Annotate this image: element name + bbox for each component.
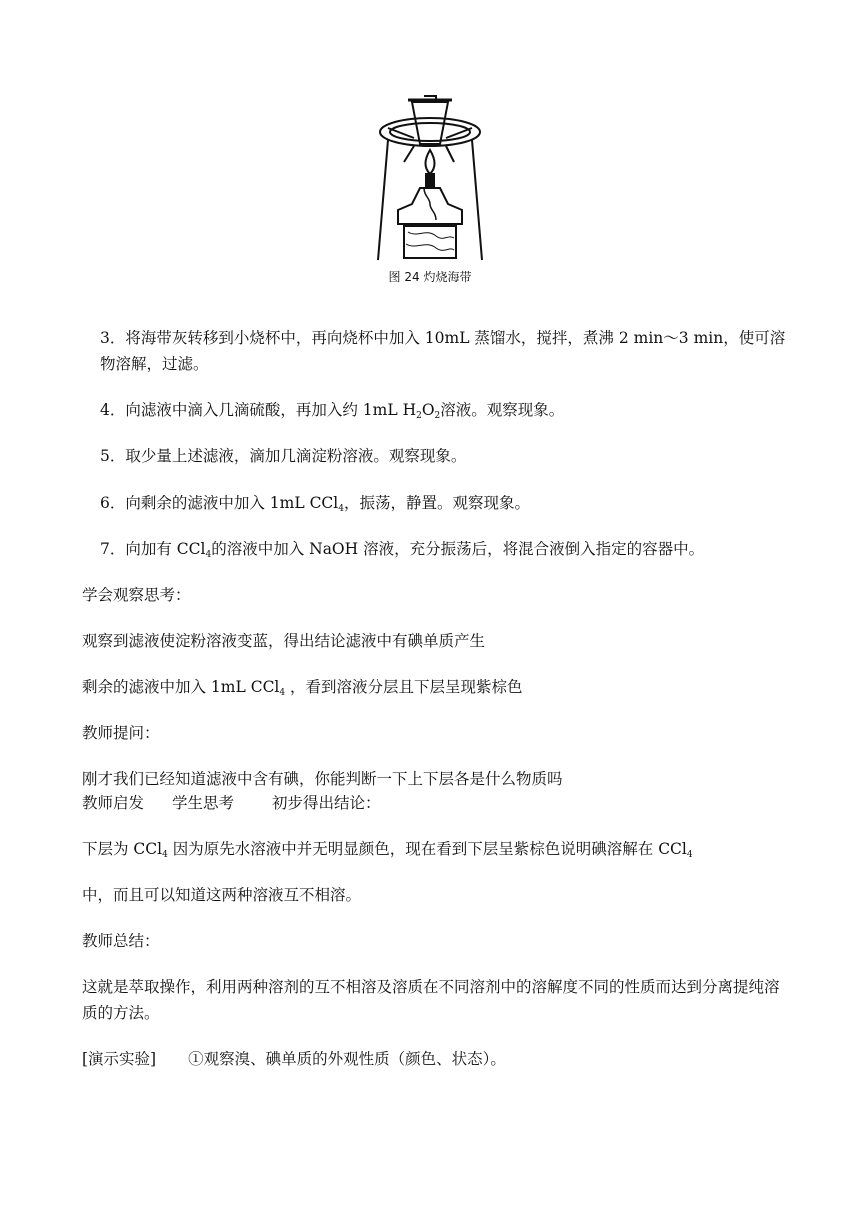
step-6-sub: 4 — [338, 504, 344, 514]
step-7-sub: 4 — [205, 550, 212, 560]
question-flow — [82, 790, 381, 816]
conclusion-line-2: 中，而且可以知道这两种溶液互不相溶。 — [82, 886, 362, 904]
crucible-heating-apparatus-icon — [374, 92, 486, 268]
conclusion-sub-a: 4 — [162, 850, 168, 860]
conclusion-text-a: 下层为 CCl — [82, 840, 163, 858]
step-7-text-a: 7．向加有 CCl — [100, 540, 206, 558]
conclusion-sub-b: 4 — [686, 850, 693, 860]
step-4-text-b: O — [421, 401, 435, 419]
step-3 — [100, 325, 800, 377]
step-3-text: 3．将海带灰转移到小烧杯中，再向烧杯中加入 10mL 蒸馏水，搅拌，煮沸 2 min～3 min，使可溶物溶解，过滤。 — [100, 329, 786, 373]
flow-student-think: 学生思考 — [172, 794, 235, 812]
step-5-text: 5．取少量上述滤液，滴加几滴淀粉溶液。观察现象。 — [100, 447, 467, 465]
step-5 — [100, 443, 466, 469]
question-text: 刚才我们已经知道滤液中含有碘，你能判断一下上下层各是什么物质吗 — [82, 770, 563, 788]
flow-teacher-inspire: 教师启发 — [82, 794, 145, 812]
step-6-text-a: 6．向剩余的滤液中加入 1mL CCl — [100, 494, 339, 512]
step-4-sub-b: 2 — [434, 411, 441, 421]
step-4 — [100, 397, 564, 429]
step-7-text-b: 的溶液中加入 NaOH 溶液，充分振荡后，将混合液倒入指定的容器中。 — [211, 540, 705, 558]
step-4-text-a: 4．向滤液中滴入几滴硫酸，再加入约 1mL H — [100, 401, 417, 419]
observe-line-2 — [82, 674, 523, 706]
step-4-text-c: 溶液。观察现象。 — [440, 401, 565, 419]
demo-text: ①观察溴、碘单质的外观性质（颜色、状态）。 — [188, 1050, 506, 1068]
observe-line-1: 观察到滤液使淀粉溶液变蓝，得出结论滤液中有碘单质产生 — [82, 632, 486, 650]
apparatus-figure — [374, 92, 486, 288]
observe-line-2-sub: 4 — [279, 688, 286, 698]
observe-line-2-a: 剩余的滤液中加入 1mL CCl — [82, 678, 280, 696]
demo-line — [82, 1046, 506, 1072]
demo-label: [演示实验] — [82, 1050, 157, 1068]
observe-heading: 学会观察思考： — [82, 586, 191, 604]
step-6 — [100, 490, 530, 522]
conclusion-text-b: 因为原先水溶液中并无明显颜色，现在看到下层呈紫棕色说明碘溶解在 CCl — [167, 840, 687, 858]
conclusion-line-1 — [82, 836, 693, 868]
step-4-sub-a: 2 — [416, 411, 422, 421]
step-6-text-b: ，振荡，静置。观察现象。 — [343, 494, 530, 512]
observe-line-2-b: ，看到溶液分层且下层呈现紫棕色 — [285, 678, 523, 696]
summary-heading: 教师总结： — [82, 932, 160, 950]
figure-caption: 图 24 灼烧海带 — [388, 270, 472, 284]
summary-text: 这就是萃取操作，利用两种溶剂的互不相溶及溶质在不同溶剂中的溶解度不同的性质而达到分离提纯溶质的方法。 — [82, 978, 780, 1022]
step-7 — [100, 536, 704, 568]
question-heading: 教师提问： — [82, 724, 160, 742]
flow-initial-conclusion: 初步得出结论： — [272, 794, 381, 812]
